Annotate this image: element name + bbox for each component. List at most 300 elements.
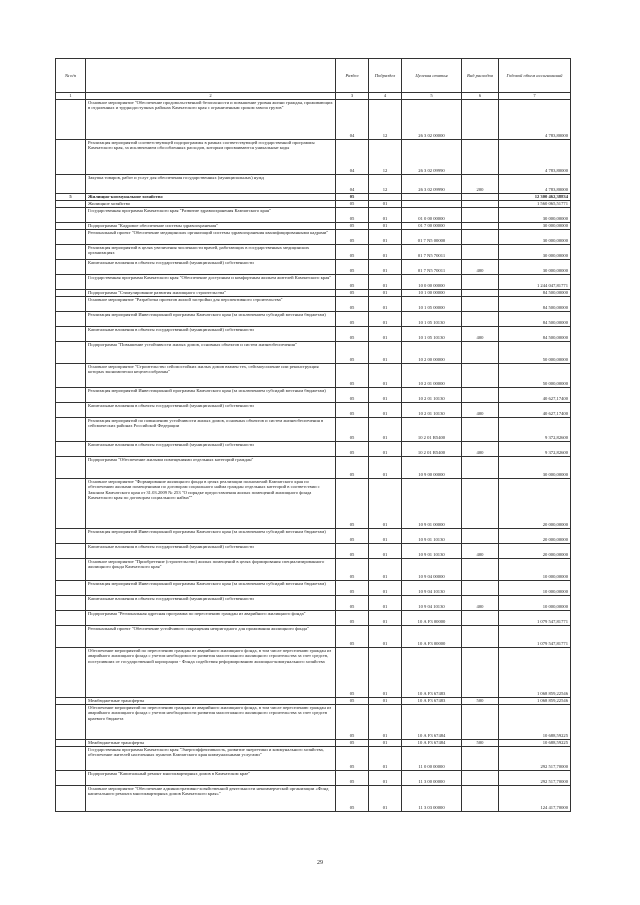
row-podrazdel: 01	[369, 595, 402, 610]
row-amount: 4 783,80000	[499, 174, 571, 193]
row-expense-type	[462, 341, 499, 363]
row-amount: 40 627,17400	[499, 387, 571, 402]
row-podrazdel: 01	[369, 528, 402, 543]
row-name: Закупка товаров, работ и услуг для обеспечения государственных (муниципальных) нужд	[86, 174, 336, 193]
row-razdel: 05	[336, 244, 369, 259]
row-number	[56, 222, 86, 229]
row-podrazdel: 01	[369, 770, 402, 785]
row-podrazdel: 01	[369, 785, 402, 811]
table-row	[56, 647, 571, 697]
row-podrazdel: 01	[369, 289, 402, 296]
row-podrazdel: 01	[369, 456, 402, 478]
row-razdel: 05	[336, 739, 369, 746]
row-number	[56, 289, 86, 296]
row-name: Обеспечение мероприятий по переселению граждан из аварийного жилищного фонда, в том числе переселению граждан из аварийного жилищного фонда с учетом необходимости развития малоэтажного жилищного строительства за счет средств краевого бюджета	[86, 704, 336, 739]
row-target-article: 10 1 05 10130	[402, 326, 462, 341]
row-name: Подпрограмма "Региональная адресная программа по переселению граждан из аварийного жилищного фонда"	[86, 610, 336, 625]
row-razdel: 05	[336, 417, 369, 441]
row-target-article: 01 0 00 00000	[402, 207, 462, 222]
row-razdel: 04	[336, 139, 369, 174]
table-row	[56, 174, 571, 193]
row-razdel: 04	[336, 174, 369, 193]
row-target-article: 11 0 00 00000	[402, 746, 462, 770]
row-expense-type	[462, 244, 499, 259]
row-name: Реализация мероприятий Инвестиционной программы Камчатского края (за исключением субсидий местным бюджетам)	[86, 580, 336, 595]
row-amount: 50 000,00000	[499, 341, 571, 363]
row-podrazdel: 01	[369, 244, 402, 259]
row-expense-type	[462, 274, 499, 289]
row-name: Региональный проект "Обеспечение медицинских организаций системы здравоохранения квалифицированными кадрами"	[86, 229, 336, 244]
row-amount: 84 500,00000	[499, 296, 571, 311]
row-number	[56, 326, 86, 341]
row-razdel: 05	[336, 341, 369, 363]
table-row	[56, 259, 571, 274]
row-number	[56, 200, 86, 207]
row-amount: 30 000,00000	[499, 244, 571, 259]
row-target-article: 10 А F3 00000	[402, 625, 462, 647]
row-number	[56, 704, 86, 739]
row-target-article: 10 1 05 00000	[402, 296, 462, 311]
row-expense-type: 400	[462, 441, 499, 456]
row-target-article: 10 А F3 67484	[402, 739, 462, 746]
row-name: Капитальные вложения в объекты государственной (муниципальной) собственности	[86, 259, 336, 274]
row-podrazdel: 01	[369, 746, 402, 770]
row-podrazdel: 01	[369, 387, 402, 402]
row-number	[56, 244, 86, 259]
row-razdel: 05	[336, 647, 369, 697]
table-row	[56, 417, 571, 441]
row-amount: 1 079 547,81771	[499, 625, 571, 647]
row-razdel: 05	[336, 296, 369, 311]
row-name: Реализация мероприятий в целях увеличения численности врачей, работающих в государственных медицинских организациях	[86, 244, 336, 259]
row-razdel: 05	[336, 595, 369, 610]
row-amount: 40 627,17400	[499, 402, 571, 417]
row-target-article: 26 3 02 09990	[402, 139, 462, 174]
row-podrazdel: 12	[369, 174, 402, 193]
row-number	[56, 528, 86, 543]
row-amount: 292 517,70000	[499, 770, 571, 785]
row-razdel: 05	[336, 207, 369, 222]
table-row	[56, 311, 571, 326]
row-amount: 124 417,70000	[499, 785, 571, 811]
row-target-article: 10 9 01 10130	[402, 543, 462, 558]
row-amount: 4 783,80000	[499, 99, 571, 139]
row-number	[56, 785, 86, 811]
table-row	[56, 296, 571, 311]
row-number	[56, 770, 86, 785]
row-podrazdel: 12	[369, 99, 402, 139]
table-row	[56, 363, 571, 387]
row-expense-type	[462, 558, 499, 580]
row-podrazdel: 01	[369, 296, 402, 311]
row-target-article: 11 3 00 00000	[402, 770, 462, 785]
row-name: Региональный проект "Обеспечение устойчивого сокращения непригодного для проживания жилищного фонда"	[86, 625, 336, 647]
row-target-article: 10 А F3 67484	[402, 704, 462, 739]
table-row	[56, 341, 571, 363]
row-razdel: 05	[336, 770, 369, 785]
table-row	[56, 739, 571, 746]
row-podrazdel: 01	[369, 207, 402, 222]
table-row	[56, 625, 571, 647]
row-razdel: 04	[336, 99, 369, 139]
column-number: 6	[462, 93, 499, 100]
row-target-article: 10 0 00 00000	[402, 274, 462, 289]
row-target-article: 10 9 00 00000	[402, 456, 462, 478]
row-podrazdel: 01	[369, 441, 402, 456]
row-target-article: 10 А F3 00000	[402, 610, 462, 625]
row-expense-type: 200	[462, 174, 499, 193]
row-amount: 1 068 859,22546	[499, 697, 571, 704]
row-name: Реализация мероприятий по повышению устойчивости жилых домов, основных объектов и систем жизнеобеспечения в сейсмических районах Российской Федерации	[86, 417, 336, 441]
row-number	[56, 259, 86, 274]
row-target-article: 01 7 N5 70011	[402, 244, 462, 259]
row-podrazdel: 01	[369, 610, 402, 625]
row-target-article: 10 2 00 00000	[402, 341, 462, 363]
row-name: Основное мероприятие "Приобретение (строительство) жилых помещений в целях формирования специализированного жилищного фонда Камчатского края"	[86, 558, 336, 580]
table-row	[56, 543, 571, 558]
row-expense-type	[462, 229, 499, 244]
row-expense-type	[462, 222, 499, 229]
row-number	[56, 174, 86, 193]
row-podrazdel: 01	[369, 478, 402, 528]
row-amount: 1 079 547,81771	[499, 610, 571, 625]
row-expense-type	[462, 625, 499, 647]
row-podrazdel: 01	[369, 326, 402, 341]
header-podrazdel: Подраздел	[369, 59, 402, 93]
table-row	[56, 785, 571, 811]
row-podrazdel: 12	[369, 139, 402, 174]
row-number	[56, 363, 86, 387]
row-number	[56, 456, 86, 478]
row-name: Основное мероприятие "Строительство сейсмостойких жилых домов взамен тех, сейсмоусиление или реконструкция которых экономически нецелесообразны"	[86, 363, 336, 387]
table-row	[56, 580, 571, 595]
row-number	[56, 274, 86, 289]
row-expense-type	[462, 296, 499, 311]
row-razdel: 05	[336, 222, 369, 229]
row-name: Реализация мероприятий Инвестиционной программы Камчатского края (за исключением субсидий местным бюджетам)	[86, 528, 336, 543]
row-target-article: 26 3 02 09990	[402, 174, 462, 193]
row-podrazdel: 01	[369, 647, 402, 697]
row-razdel: 05	[336, 311, 369, 326]
row-target-article: 10 А F3 67483	[402, 697, 462, 704]
row-expense-type	[462, 704, 499, 739]
column-number: 2	[86, 93, 336, 100]
row-target-article: 26 3 02 00000	[402, 99, 462, 139]
table-row	[56, 704, 571, 739]
row-expense-type	[462, 99, 499, 139]
row-amount: 12 300 462,38834	[499, 193, 571, 200]
header-expense-type: Вид расходов	[462, 59, 499, 93]
row-razdel: 05	[336, 478, 369, 528]
row-target-article: 11 3 03 00000	[402, 785, 462, 811]
row-name: Подпрограмма "Капитальный ремонт многоквартирных домов в Камчатском крае"	[86, 770, 336, 785]
row-number	[56, 625, 86, 647]
row-expense-type	[462, 289, 499, 296]
row-name: Капитальные вложения в объекты государственной (муниципальной) собственности	[86, 402, 336, 417]
row-amount: 292 517,70000	[499, 746, 571, 770]
row-number	[56, 595, 86, 610]
row-amount: 84 500,00000	[499, 289, 571, 296]
column-number: 3	[336, 93, 369, 100]
row-expense-type	[462, 200, 499, 207]
row-target-article: 10 2 01 10130	[402, 402, 462, 417]
table-row	[56, 746, 571, 770]
row-podrazdel: 01	[369, 625, 402, 647]
row-razdel: 05	[336, 785, 369, 811]
row-number	[56, 402, 86, 417]
table-row	[56, 274, 571, 289]
row-name: Межбюджетные трансферты	[86, 739, 336, 746]
table-row	[56, 528, 571, 543]
row-number	[56, 207, 86, 222]
header-no: № п/п	[56, 59, 86, 93]
row-expense-type: 400	[462, 595, 499, 610]
row-razdel: 05	[336, 543, 369, 558]
row-target-article	[402, 193, 462, 200]
row-razdel: 05	[336, 387, 369, 402]
row-name: Подпрограмма "Стимулирование развития жилищного строительства"	[86, 289, 336, 296]
table-row	[56, 697, 571, 704]
row-expense-type	[462, 193, 499, 200]
row-name: Основное мероприятие "Обеспечение административно-хозяйственной деятельности некоммерческой организации «Фонд капитального ремонта многоквартирных домов Камчатского края»"	[86, 785, 336, 811]
row-target-article: 10 2 01 R5400	[402, 441, 462, 456]
row-amount: 84 500,00000	[499, 311, 571, 326]
row-podrazdel: 01	[369, 417, 402, 441]
table-row	[56, 139, 571, 174]
table-row	[56, 770, 571, 785]
row-expense-type	[462, 785, 499, 811]
row-number	[56, 387, 86, 402]
row-expense-type	[462, 770, 499, 785]
row-number	[56, 739, 86, 746]
table-row	[56, 610, 571, 625]
row-expense-type	[462, 456, 499, 478]
row-amount: 10 000,00000	[499, 558, 571, 580]
row-name: Основное мероприятие "Разработка проектов жилой застройки для перспективного строительства"	[86, 296, 336, 311]
row-number	[56, 478, 86, 528]
row-target-article: 10 2 01 R5400	[402, 417, 462, 441]
row-target-article: 10 2 01 00000	[402, 363, 462, 387]
row-razdel: 05	[336, 289, 369, 296]
row-amount: 4 783,80000	[499, 139, 571, 174]
row-amount: 30 000,00000	[499, 207, 571, 222]
row-podrazdel: 01	[369, 229, 402, 244]
row-target-article: 10 9 04 10130	[402, 595, 462, 610]
row-target-article: 10 1 05 10130	[402, 311, 462, 326]
row-name: Основное мероприятие "Формирование жилищного фонда в целях реализации полномочий Камчатского края по обеспечению жилыми помещениями по договорам социального найма граждан отдельных категорий в соответствии с Законом Камчатского края от 31.03.2009 № 253 "О порядке предоставления жилых помещений жилищного фонда Камчатского края по договорам социального найма""	[86, 478, 336, 528]
row-name: Реализация мероприятий Инвестиционной программы Камчатского края (за исключением субсидий местным бюджетам)	[86, 387, 336, 402]
column-number: 4	[369, 93, 402, 100]
row-expense-type	[462, 139, 499, 174]
table-row	[56, 207, 571, 222]
row-target-article	[402, 200, 462, 207]
row-razdel: 05	[336, 193, 369, 200]
table-row	[56, 222, 571, 229]
table-row	[56, 558, 571, 580]
page-number: 29	[317, 860, 323, 866]
row-target-article: 10 А F3 67483	[402, 647, 462, 697]
row-name: Капитальные вложения в объекты государственной (муниципальной) собственности	[86, 441, 336, 456]
row-name: Реализация мероприятий Инвестиционной программы Камчатского края (за исключением субсидий местным бюджетам)	[86, 311, 336, 326]
row-razdel: 05	[336, 746, 369, 770]
row-razdel: 05	[336, 610, 369, 625]
row-name: Капитальные вложения в объекты государственной (муниципальной) собственности	[86, 595, 336, 610]
row-amount: 9 372,82600	[499, 441, 571, 456]
row-target-article: 01 7 N5 00000	[402, 229, 462, 244]
row-amount: 50 000,00000	[499, 363, 571, 387]
row-number	[56, 580, 86, 595]
row-number	[56, 746, 86, 770]
row-name: Реализация мероприятий соответствующей подпрограммы в рамках соответствующей государственной программы Камчатского края, за исключением обособленных расходов, которым присваиваются уникальные коды	[86, 139, 336, 174]
row-number	[56, 99, 86, 139]
table-row	[56, 193, 571, 200]
row-razdel: 05	[336, 363, 369, 387]
header-razdel: Раздел	[336, 59, 369, 93]
row-target-article: 01 7 N5 70011	[402, 259, 462, 274]
row-amount: 30 000,00000	[499, 456, 571, 478]
table-row	[56, 200, 571, 207]
row-number	[56, 139, 86, 174]
row-expense-type: 500	[462, 739, 499, 746]
row-name: Подпрограмма "Кадровое обеспечение системы здравоохранения"	[86, 222, 336, 229]
row-razdel: 05	[336, 200, 369, 207]
row-target-article: 10 2 01 10130	[402, 387, 462, 402]
row-razdel: 05	[336, 625, 369, 647]
row-number	[56, 229, 86, 244]
row-expense-type: 400	[462, 259, 499, 274]
row-expense-type	[462, 311, 499, 326]
table-header-row	[56, 59, 571, 93]
row-razdel: 05	[336, 274, 369, 289]
header-annual-amount: Годовой объем ассигнований	[499, 59, 571, 93]
row-podrazdel: 01	[369, 704, 402, 739]
row-razdel: 05	[336, 456, 369, 478]
table-body	[56, 99, 571, 811]
table-row	[56, 387, 571, 402]
row-amount: 1 068 859,22546	[499, 647, 571, 697]
row-target-article: 01 7 00 00000	[402, 222, 462, 229]
row-razdel: 05	[336, 402, 369, 417]
row-name: Подпрограмма "Обеспечение жилыми помещениями отдельных категорий граждан"	[86, 456, 336, 478]
row-number	[56, 610, 86, 625]
row-razdel: 05	[336, 441, 369, 456]
row-number	[56, 697, 86, 704]
row-name: Жилищное хозяйство	[86, 200, 336, 207]
row-amount: 9 372,82600	[499, 417, 571, 441]
row-target-article: 10 9 01 10130	[402, 528, 462, 543]
table-row	[56, 229, 571, 244]
row-amount: 1 244 047,81771	[499, 274, 571, 289]
row-amount: 10 000,00000	[499, 595, 571, 610]
row-podrazdel: 01	[369, 274, 402, 289]
row-expense-type	[462, 363, 499, 387]
row-target-article: 10 9 04 00000	[402, 558, 462, 580]
header-name	[86, 59, 336, 93]
row-amount: 84 500,00000	[499, 326, 571, 341]
column-number: 1	[56, 93, 86, 100]
row-name: Государственная программа Камчатского края "Развитие здравоохранения Камчатского края"	[86, 207, 336, 222]
row-target-article: 10 1 00 00000	[402, 289, 462, 296]
row-amount: 1 560 065,51771	[499, 200, 571, 207]
row-expense-type: 400	[462, 326, 499, 341]
row-expense-type: 400	[462, 402, 499, 417]
table-row	[56, 289, 571, 296]
row-amount: 10 688,59225	[499, 704, 571, 739]
row-podrazdel: 01	[369, 580, 402, 595]
row-number	[56, 311, 86, 326]
row-podrazdel: 01	[369, 200, 402, 207]
row-expense-type	[462, 647, 499, 697]
row-razdel: 05	[336, 558, 369, 580]
row-podrazdel: 01	[369, 363, 402, 387]
row-number	[56, 296, 86, 311]
table-row	[56, 595, 571, 610]
table-row	[56, 456, 571, 478]
row-number: 5	[56, 193, 86, 200]
table-row	[56, 402, 571, 417]
row-razdel: 05	[336, 697, 369, 704]
row-podrazdel: 01	[369, 341, 402, 363]
row-name: Основное мероприятие "Обеспечение продовольственной безопасности и повышение уровня жизни граждан, проживающих в отдаленных и труднодоступных районах Камчатского края с ограниченным сроком завоза грузов"	[86, 99, 336, 139]
column-number-row	[56, 93, 571, 100]
row-name: Обеспечение мероприятий по переселению граждан из аварийного жилищного фонда, в том числе переселению граждан из аварийного жилищного фонда с учетом необходимости развития малоэтажного жилищного строительства за счет средств, поступивших от государственной корпорации - Фонда содействия реформированию жилищно-коммунального хозяйства	[86, 647, 336, 697]
row-expense-type	[462, 417, 499, 441]
row-expense-type	[462, 207, 499, 222]
row-podrazdel: 01	[369, 543, 402, 558]
row-name: Жилищно-коммунальное хозяйство	[86, 193, 336, 200]
column-number: 7	[499, 93, 571, 100]
row-amount: 30 000,00000	[499, 259, 571, 274]
row-name: Капитальные вложения в объекты государственной (муниципальной) собственности	[86, 326, 336, 341]
row-podrazdel: 01	[369, 222, 402, 229]
row-expense-type	[462, 528, 499, 543]
row-razdel: 05	[336, 229, 369, 244]
row-razdel: 05	[336, 259, 369, 274]
row-target-article: 10 9 04 10130	[402, 580, 462, 595]
row-expense-type: 400	[462, 543, 499, 558]
budget-table	[55, 58, 571, 812]
row-number	[56, 441, 86, 456]
table-row	[56, 99, 571, 139]
row-expense-type	[462, 387, 499, 402]
row-expense-type: 500	[462, 697, 499, 704]
row-expense-type	[462, 610, 499, 625]
row-amount: 20 000,00000	[499, 543, 571, 558]
row-amount: 20 000,00000	[499, 478, 571, 528]
row-name: Подпрограмма "Повышение устойчивости жилых домов, основных объектов и систем жизнеобеспечения"	[86, 341, 336, 363]
row-name: Государственная программа Камчатского края "Обеспечение доступным и комфортным жильем жителей Камчатского края"	[86, 274, 336, 289]
row-expense-type	[462, 746, 499, 770]
row-podrazdel: 01	[369, 739, 402, 746]
row-target-article: 10 9 01 00000	[402, 478, 462, 528]
row-amount: 10 688,59225	[499, 739, 571, 746]
row-podrazdel: 01	[369, 259, 402, 274]
header-target-article: Целевая статья	[402, 59, 462, 93]
table-row	[56, 441, 571, 456]
budget-document	[55, 58, 570, 812]
row-razdel: 05	[336, 528, 369, 543]
column-number: 5	[402, 93, 462, 100]
table-row	[56, 478, 571, 528]
row-amount: 30 000,00000	[499, 229, 571, 244]
row-podrazdel: 01	[369, 558, 402, 580]
row-razdel: 05	[336, 704, 369, 739]
row-podrazdel: 01	[369, 697, 402, 704]
row-number	[56, 417, 86, 441]
table-row	[56, 326, 571, 341]
row-name: Государственная программа Камчатского края "Энергоэффективность, развитие энергетики и коммунального хозяйства, обеспечение жителей населенных пунктов Камчатского края коммунальными услугами"	[86, 746, 336, 770]
row-amount: 20 000,00000	[499, 528, 571, 543]
